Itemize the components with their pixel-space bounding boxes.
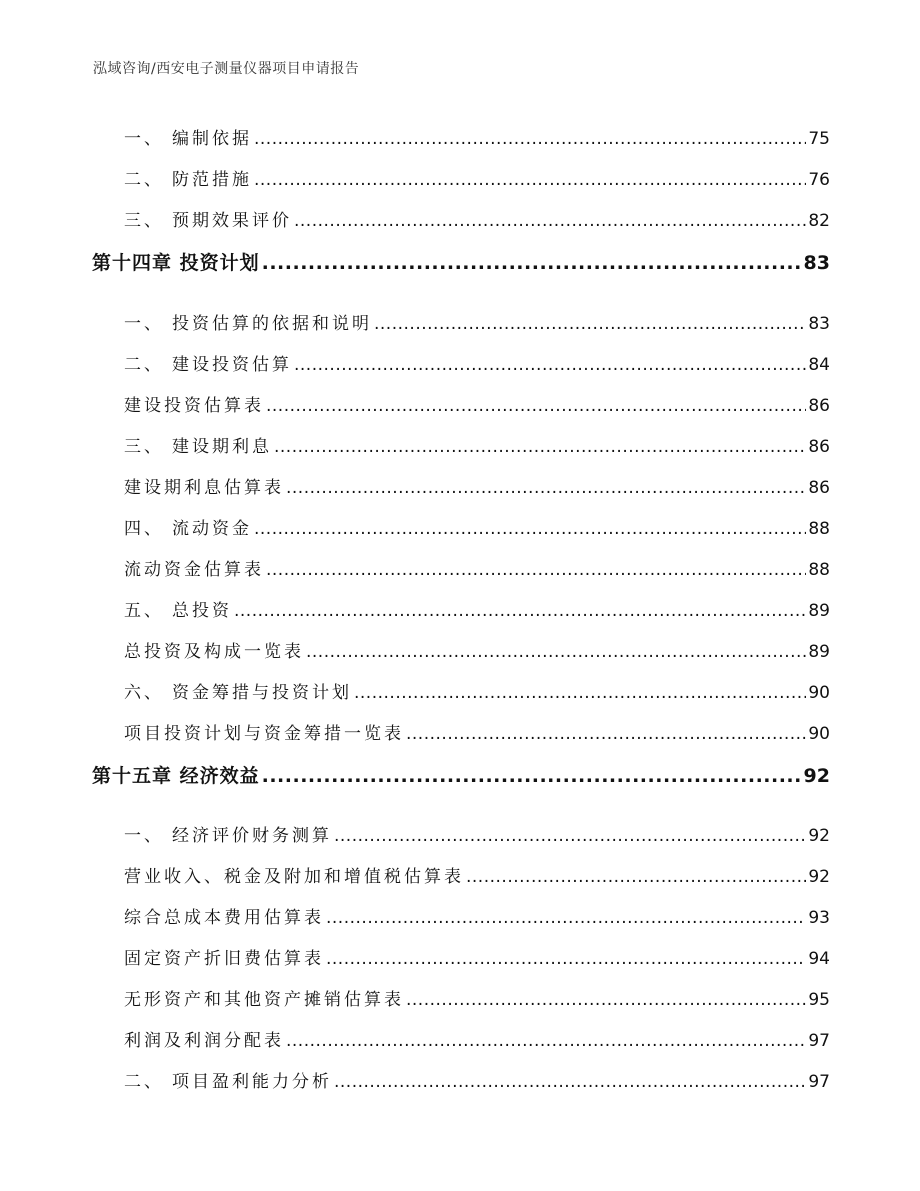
toc-entry-title	[124, 309, 372, 334]
toc-dot-leader	[466, 867, 806, 887]
toc-dot-leader	[406, 724, 806, 744]
toc-chapter-entry[interactable]	[92, 761, 830, 788]
toc-entry[interactable]	[124, 985, 830, 1010]
toc-entry[interactable]	[124, 903, 830, 928]
toc-page-number: 90	[808, 724, 830, 744]
toc-entry-text: 建设投资估算表	[124, 396, 264, 416]
toc-entry-title	[124, 1026, 284, 1051]
toc-page-number: 97	[808, 1072, 830, 1092]
toc-page-number: 94	[808, 949, 830, 969]
toc-entry[interactable]	[124, 473, 830, 498]
toc-entry-text: 编制依据	[172, 129, 252, 149]
toc-page-number: 92	[808, 867, 830, 887]
toc-dot-leader	[286, 1031, 806, 1051]
toc-dot-leader	[234, 601, 806, 621]
toc-entry-text: 无形资产和其他资产摊销估算表	[124, 990, 404, 1010]
toc-entry-number: 二、	[124, 170, 164, 190]
toc-entry-title	[124, 862, 464, 887]
toc-entry[interactable]	[124, 719, 830, 744]
toc-entry-title	[124, 514, 252, 539]
toc-page-number: 92	[808, 826, 830, 846]
toc-entry-text: 资金筹措与投资计划	[172, 683, 352, 703]
toc-entry[interactable]	[124, 821, 830, 846]
toc-dot-leader	[406, 990, 806, 1010]
toc-dot-leader	[306, 642, 806, 662]
toc-entry-text: 总投资及构成一览表	[124, 642, 304, 662]
toc-dot-leader	[266, 560, 806, 580]
toc-dot-leader	[254, 129, 806, 149]
toc-entry-title	[124, 432, 272, 457]
toc-entry-title	[124, 596, 232, 621]
toc-entry[interactable]	[124, 124, 830, 149]
toc-page-number: 83	[803, 252, 830, 274]
toc-dot-leader	[254, 519, 806, 539]
page-header: 泓域咨询/西安电子测量仪器项目申请报告	[93, 61, 360, 77]
toc-entry-title	[124, 391, 264, 416]
toc-page-number: 97	[808, 1031, 830, 1051]
toc-dot-leader	[262, 252, 802, 274]
toc-entry-number: 六、	[124, 683, 164, 703]
toc-entry-number: 一、	[124, 826, 164, 846]
toc-entry[interactable]	[124, 555, 830, 580]
toc-entry-title	[124, 555, 264, 580]
toc-dot-leader	[354, 683, 806, 703]
toc-entry-text: 利润及利润分配表	[124, 1031, 284, 1051]
toc-entry-text: 建设投资估算	[172, 355, 292, 375]
toc-entry[interactable]	[124, 206, 830, 231]
toc-entry-text: 综合总成本费用估算表	[124, 908, 324, 928]
toc-page-number: 84	[808, 355, 830, 375]
toc-entry-title	[124, 821, 332, 846]
toc-entry[interactable]	[124, 514, 830, 539]
toc-chapter-entry[interactable]	[92, 248, 830, 275]
toc-dot-leader	[326, 949, 806, 969]
toc-entry-title	[124, 678, 352, 703]
toc-entry-text: 建设期利息估算表	[124, 478, 284, 498]
toc-page-number: 75	[808, 129, 830, 149]
toc-entry[interactable]	[124, 432, 830, 457]
toc-entry-text: 经济评价财务测算	[172, 826, 332, 846]
toc-entry[interactable]	[124, 678, 830, 703]
toc-entry-title	[124, 903, 324, 928]
toc-entry-number: 一、	[124, 314, 164, 334]
toc-entry[interactable]	[124, 944, 830, 969]
toc-entry-number: 二、	[124, 1072, 164, 1092]
toc-page-number: 82	[808, 211, 830, 231]
toc-entry-text: 总投资	[172, 601, 232, 621]
toc-dot-leader	[374, 314, 806, 334]
toc-entry-title	[124, 985, 404, 1010]
toc-entry-number: 五、	[124, 601, 164, 621]
toc-page-number: 86	[808, 478, 830, 498]
toc-page-number: 86	[808, 396, 830, 416]
toc-entry[interactable]	[124, 391, 830, 416]
toc-dot-leader	[286, 478, 806, 498]
toc-entry-text: 流动资金估算表	[124, 560, 264, 580]
toc-dot-leader	[294, 355, 806, 375]
toc-entry-title	[124, 165, 252, 190]
toc-entry-number: 三、	[124, 211, 164, 231]
toc-entry[interactable]	[124, 1026, 830, 1051]
toc-entry-title	[124, 944, 324, 969]
toc-entry-text: 固定资产折旧费估算表	[124, 949, 324, 969]
toc-entry-text: 预期效果评价	[172, 211, 292, 231]
toc-entry-title	[124, 350, 292, 375]
toc-dot-leader	[334, 1072, 806, 1092]
toc-page-number: 83	[808, 314, 830, 334]
toc-entry-number: 四、	[124, 519, 164, 539]
toc-dot-leader	[266, 396, 806, 416]
toc-entry-title	[124, 473, 284, 498]
toc-entry-text: 流动资金	[172, 519, 252, 539]
toc-dot-leader	[254, 170, 806, 190]
toc-page-number: 89	[808, 601, 830, 621]
toc-dot-leader	[262, 765, 802, 787]
toc-entry-title	[124, 206, 292, 231]
toc-page-number: 88	[808, 560, 830, 580]
toc-page-number: 76	[808, 170, 830, 190]
toc-entry-title	[124, 124, 252, 149]
toc-entry-text: 防范措施	[172, 170, 252, 190]
toc-entry[interactable]	[124, 1067, 830, 1092]
toc-entry-text: 第十五章 经济效益	[92, 765, 260, 787]
toc-dot-leader	[326, 908, 806, 928]
toc-entry[interactable]	[124, 350, 830, 375]
toc-page-number: 95	[808, 990, 830, 1010]
toc-entry[interactable]	[124, 862, 830, 887]
toc-entry[interactable]	[124, 596, 830, 621]
toc-entry-text: 营业收入、税金及附加和增值税估算表	[124, 867, 464, 887]
toc-dot-leader	[274, 437, 806, 457]
toc-page-number: 88	[808, 519, 830, 539]
toc-entry-text: 第十四章 投资计划	[92, 252, 260, 274]
toc-page-number: 86	[808, 437, 830, 457]
toc-dot-leader	[334, 826, 806, 846]
toc-entry-title	[124, 719, 404, 744]
toc-entry-text: 项目盈利能力分析	[172, 1072, 332, 1092]
toc-entry[interactable]	[124, 637, 830, 662]
toc-entry-number: 一、	[124, 129, 164, 149]
toc-page-number: 93	[808, 908, 830, 928]
toc-page-number: 92	[803, 765, 830, 787]
toc-entry-title	[92, 248, 260, 275]
toc-entry-text: 投资估算的依据和说明	[172, 314, 372, 334]
toc-entry-text: 项目投资计划与资金筹措一览表	[124, 724, 404, 744]
toc-entry-title	[124, 1067, 332, 1092]
toc-entry[interactable]	[124, 165, 830, 190]
toc-page-number: 90	[808, 683, 830, 703]
toc-dot-leader	[294, 211, 806, 231]
toc-entry-title	[124, 637, 304, 662]
toc-entry-title	[92, 761, 260, 788]
toc-entry-number: 二、	[124, 355, 164, 375]
toc-entry-number: 三、	[124, 437, 164, 457]
toc-entry[interactable]	[124, 309, 830, 334]
toc-page-number: 89	[808, 642, 830, 662]
toc-entry-text: 建设期利息	[172, 437, 272, 457]
